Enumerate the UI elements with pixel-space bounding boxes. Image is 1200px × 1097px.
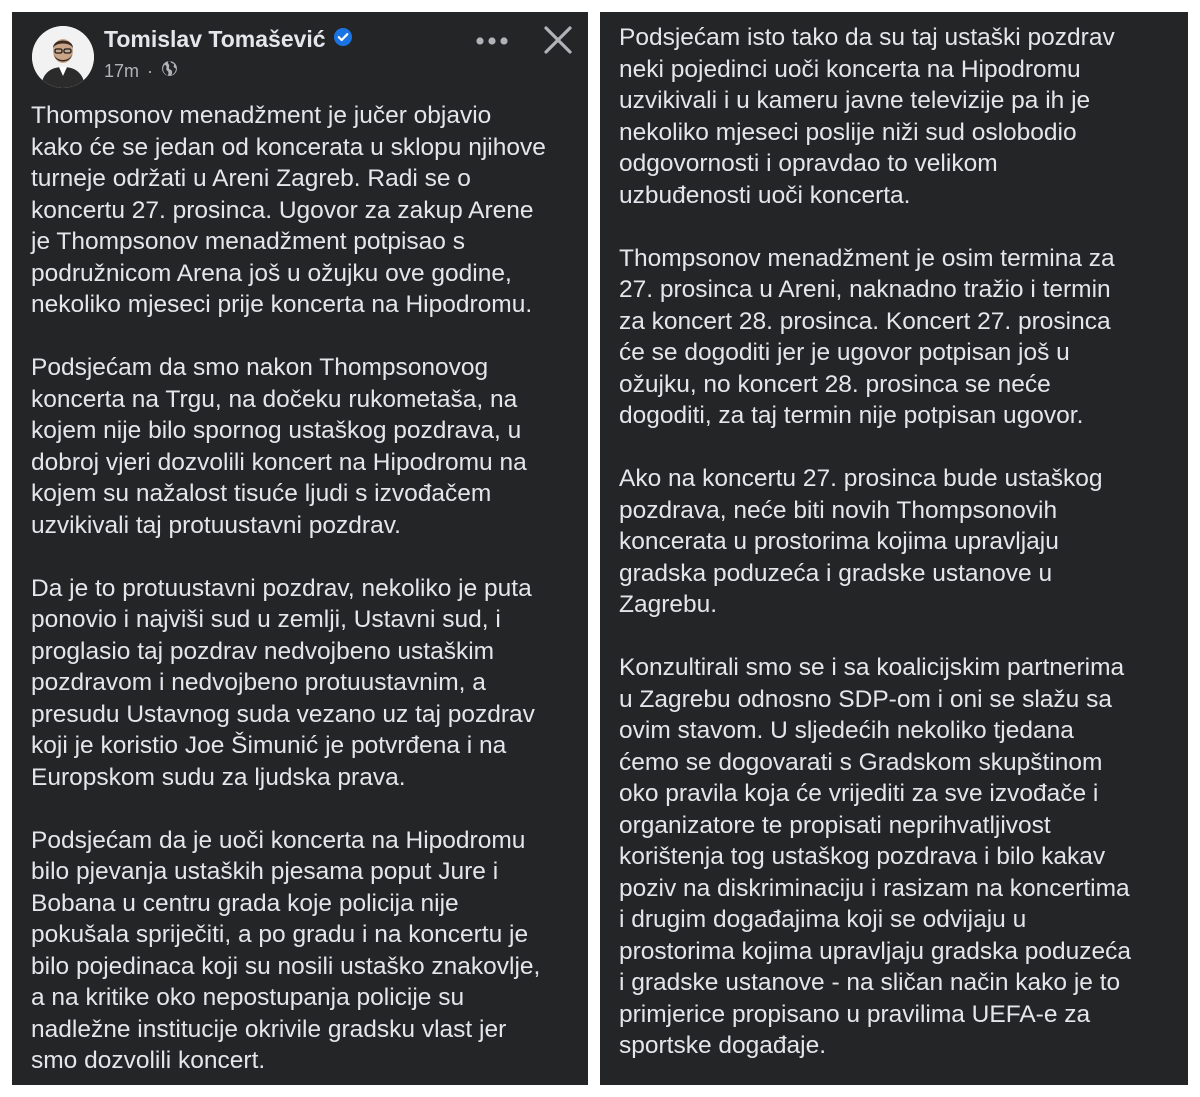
author-name[interactable]: Tomislav Tomašević <box>104 26 326 52</box>
paragraph-line: prostorima kojima upravljaju gradska poduzeća <box>619 937 1132 965</box>
paragraph-line: Europskom sudu za ljudska prava. <box>31 763 406 791</box>
paragraph-line: kako će se jedan od koncerata u sklopu njihove <box>31 133 546 161</box>
avatar-image <box>32 26 94 88</box>
more-options-icon <box>474 35 510 47</box>
paragraph-line: bilo pojedinaca koji su nosili ustaško znakovlje, <box>31 952 541 980</box>
paragraph-line: kojem su nažalost tisuće ljudi s izvođačem <box>31 480 492 507</box>
post-text-right <box>619 22 1179 1062</box>
paragraph-line: podružnicom Arena još u ožujku ove godine, <box>31 259 512 287</box>
paragraph-line: pozdravom i nedvojbeno protuustavnim, a <box>31 669 486 696</box>
paragraph-line: smo dozvolili koncert. <box>31 1047 266 1074</box>
paragraph-line: koncertu 27. prosinca. Ugovor za zakup Arene <box>31 196 534 224</box>
paragraph-line: Thompsonov menadžment je osim termina za <box>619 244 1115 272</box>
post-panel-left <box>12 12 588 1085</box>
paragraph-line: ovim stavom. U sljedećih nekoliko tjedana <box>619 717 1074 744</box>
paragraph-line: koncerta na Trgu, na dočeku rukometaša, na <box>31 385 518 413</box>
close-button[interactable] <box>542 24 574 61</box>
paragraph-line: koncerata u prostorima kojima upravljaju <box>619 528 1059 555</box>
paragraph-line: nekoliko mjeseci poslije niži sud oslobodio <box>619 118 1077 146</box>
paragraph-line: Podsjećam da je uoči koncerta na Hipodromu <box>31 826 526 854</box>
post-header <box>12 12 588 102</box>
paragraph-line: pokušala spriječiti, a po gradu i na koncertu je <box>31 921 529 948</box>
paragraph-line: Da je to protuustavni pozdrav, nekoliko je puta <box>31 574 532 602</box>
post-paragraph <box>31 825 579 1077</box>
meta-separator: · <box>147 60 154 81</box>
paragraph-line: ćemo se dogovarati s Gradskom skupštinom <box>619 748 1103 776</box>
paragraph-line: organizatore te propisati neprihvatljivost <box>619 811 1051 839</box>
paragraph-line: oko pravila koja će vrijediti za sve izvođače i <box>619 780 1099 807</box>
paragraph-line: Podsjećam isto tako da su taj ustaški pozdrav <box>619 24 1115 51</box>
paragraph-line: neki pojedinci uoči koncerta na Hipodromu <box>619 55 1081 83</box>
paragraph-line: turneje održati u Areni Zagreb. Radi se o <box>31 165 471 192</box>
post-paragraph <box>619 22 1179 211</box>
post-panel-right <box>600 12 1188 1085</box>
paragraph-line: nadležne institucije okrivile gradsku vlast jer <box>31 1015 507 1043</box>
post-meta <box>104 60 178 82</box>
paragraph-line: će se dogoditi jer je ugovor potpisan još u <box>619 339 1070 366</box>
paragraph-line: dogoditi, za taj termin nije potpisan ugovor. <box>619 402 1084 429</box>
paragraph-line: uzvikivali taj protuustavni pozdrav. <box>31 511 401 539</box>
verified-badge-icon <box>333 26 353 53</box>
paragraph-line: 27. prosinca u Areni, naknadno tražio i termin <box>619 276 1111 303</box>
more-options-button[interactable] <box>474 34 510 52</box>
paragraph-line: i drugim događajima koji se odvijaju u <box>619 906 1027 933</box>
paragraph-line: gradska poduzeća i gradske ustanove u <box>619 559 1053 587</box>
paragraph-line: koji je koristio Joe Šimunić je potvrđena i na <box>31 732 507 759</box>
paragraph-line: Thompsonov menadžment je jučer objavio <box>31 102 492 129</box>
paragraph-line: a na kritike oko nepostupanja policije su <box>31 984 465 1011</box>
post-text-left <box>31 100 579 1077</box>
post-paragraph <box>619 463 1179 621</box>
paragraph-line: uzbuđenosti uoči koncerta. <box>619 181 911 209</box>
post-paragraph <box>31 573 579 794</box>
paragraph-line: nekoliko mjeseci prije koncerta na Hipodromu. <box>31 291 533 318</box>
paragraph-line: poziv na diskriminaciju i rasizam na koncertima <box>619 874 1130 902</box>
paragraph-line: Ako na koncertu 27. prosinca bude ustaškog <box>619 465 1103 492</box>
close-icon <box>542 24 574 56</box>
paragraph-line: sportske događaje. <box>619 1032 827 1059</box>
paragraph-line: za koncert 28. prosinca. Koncert 27. prosinca <box>619 307 1111 335</box>
paragraph-line: u Zagrebu odnosno SDP-om i oni se slažu sa <box>619 685 1112 713</box>
globe-icon <box>161 60 178 82</box>
paragraph-line: ožujku, no koncert 28. prosinca se neće <box>619 370 1051 398</box>
paragraph-line: proglasio taj pozdrav nedvojbeno ustaškim <box>31 637 495 665</box>
paragraph-line: Podsjećam da smo nakon Thompsonovog <box>31 354 489 381</box>
paragraph-line: pozdrava, neće biti novih Thompsonovih <box>619 496 1058 524</box>
paragraph-line: uzvikivali i u kameru javne televizije pa ih je <box>619 87 1091 114</box>
paragraph-line: odgovornosti i opravdao to velikom <box>619 150 998 177</box>
paragraph-line: ponovio i najviši sud u zemlji, Ustavni sud, i <box>31 606 501 633</box>
paragraph-line: presudu Ustavnog suda vezano uz taj pozdrav <box>31 700 535 728</box>
paragraph-line: i gradske ustanove - na sličan način kako je to <box>619 969 1121 996</box>
paragraph-line: Konzultirali smo se i sa koalicijskim partnerima <box>619 654 1125 681</box>
paragraph-line: bilo pjevanja ustaških pjesama poput Jure i <box>31 858 499 885</box>
author-row <box>104 26 353 53</box>
paragraph-line: Zagrebu. <box>619 591 718 618</box>
paragraph-line: primjerice propisano u pravilima UEFA-e za <box>619 1000 1091 1028</box>
post-timestamp[interactable]: 17m <box>104 60 140 81</box>
post-paragraph <box>619 243 1179 432</box>
post-paragraph <box>619 652 1179 1062</box>
avatar[interactable] <box>32 26 94 88</box>
paragraph-line: korištenja tog ustaškog pozdrava i bilo kakav <box>619 843 1106 870</box>
post-paragraph <box>31 352 579 541</box>
paragraph-line: je Thompsonov menadžment potpisao s <box>31 228 465 255</box>
paragraph-line: Bobana u centru grada koje policija nije <box>31 889 459 917</box>
post-paragraph <box>31 100 579 321</box>
paragraph-line: dobroj vjeri dozvolili koncert na Hipodromu na <box>31 448 527 476</box>
paragraph-line: kojem nije bilo spornog ustaškog pozdrava, u <box>31 417 522 444</box>
